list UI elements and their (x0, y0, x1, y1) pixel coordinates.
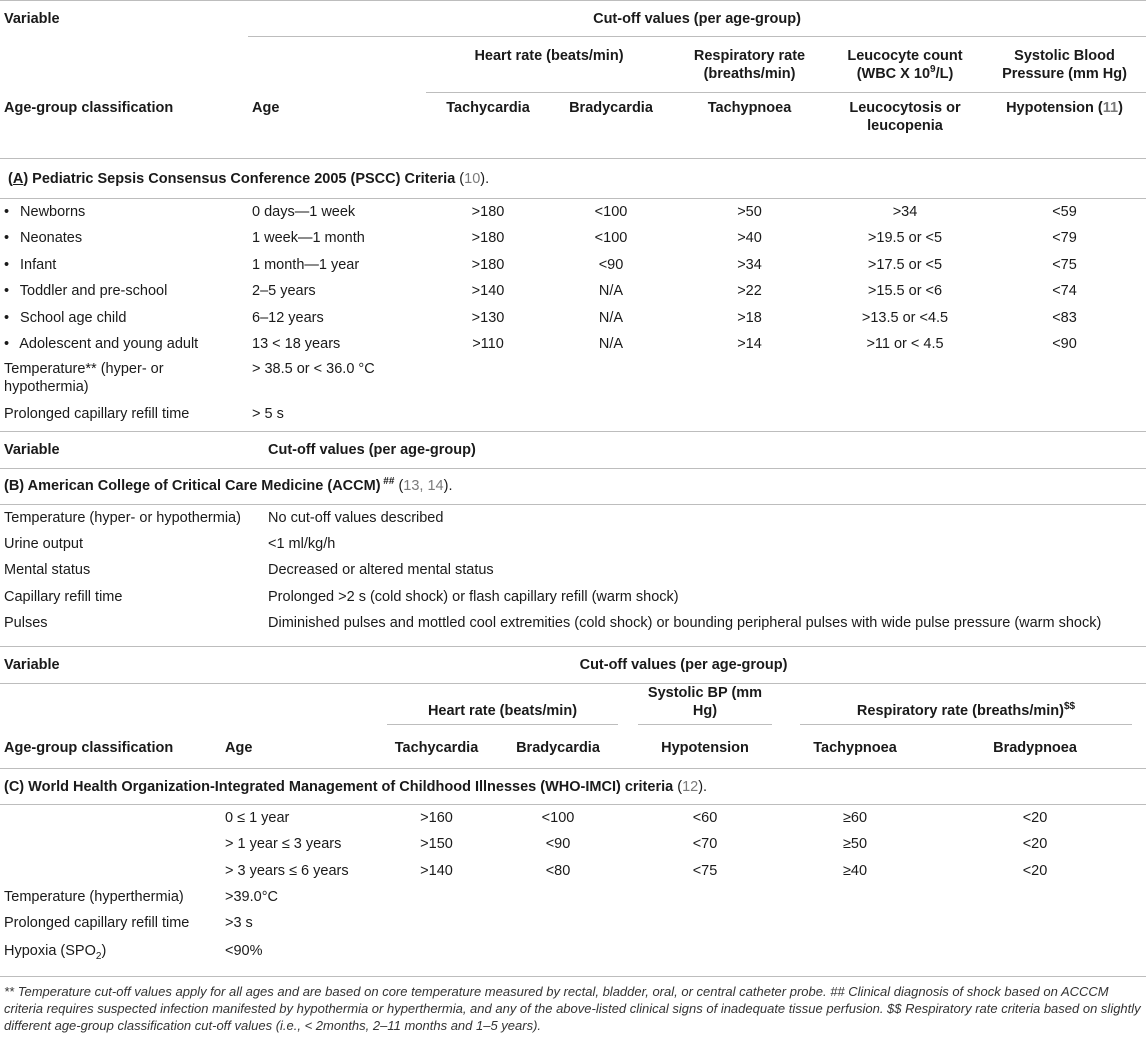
leucocyte-cell: >13.5 or <4.5 (861, 309, 949, 326)
leucocyte-cell: >15.5 or <6 (867, 283, 943, 300)
bradycardia-cell: N/A (598, 336, 624, 353)
hypotension-cell: <60 (692, 810, 718, 826)
age-cell: 0 days—1 week (252, 204, 356, 220)
variable-header: Variable (0, 432, 264, 468)
crt-value: >3 s (225, 915, 253, 931)
col-bradycardia: Bradycardia (516, 740, 600, 757)
bradycardia-cell: <90 (598, 256, 624, 273)
age-cell: > 3 years ≤ 6 years (225, 862, 349, 879)
col-leucocytosis: Leucocytosis or leucopenia (849, 100, 961, 134)
ref-link[interactable]: 10 (464, 170, 481, 187)
tachycardia-cell: >180 (471, 230, 505, 247)
cutoff-cell: <1 ml/kg/h (268, 535, 336, 552)
col-tachypnoea: Tachypnoea (813, 740, 897, 757)
col-age-group: Age-group classification (4, 99, 174, 116)
tachypnoea-cell: >40 (737, 230, 762, 247)
bullet: • (4, 283, 10, 300)
hypotension-cell: <75 (1052, 256, 1077, 273)
variable-header: Variable (0, 647, 221, 683)
table-row (0, 584, 1146, 611)
sbp-group-header: Systolic Blood Pressure (mm Hg) (983, 37, 1146, 93)
bradypnoea-cell: <20 (1022, 836, 1048, 853)
table-b (0, 432, 1146, 647)
col-age: Age (225, 740, 253, 757)
cutoff-header: Cut-off values (per age-group) (248, 1, 1146, 37)
age-group-cell: • School age child (4, 309, 127, 326)
tachycardia-cell: >140 (420, 862, 453, 879)
leucocyte-cell: >34 (892, 204, 918, 220)
respiratory-rate-group-header: Respiratory rate (breaths/min)$$ (786, 683, 1146, 729)
table-row (0, 610, 1146, 637)
hypotension-cell: <79 (1052, 230, 1077, 247)
crt-label: Prolonged capillary refill time (4, 915, 190, 931)
hypotension-cell: <90 (1052, 336, 1077, 353)
variable-header: Variable (4, 10, 60, 27)
col-tachycardia: Tachycardia (394, 740, 479, 757)
table-row (0, 278, 1146, 305)
col-age: Age (252, 99, 280, 116)
bullet: • (4, 204, 10, 220)
tachypnoea-cell: >22 (737, 283, 762, 300)
variable-cell: Temperature (hyper- or hypothermia) (4, 509, 241, 526)
variable-cell: Pulses (4, 615, 48, 632)
table-row (0, 305, 1146, 332)
section-b-title: (B) American College of Critical Care Medicine (ACCM) ## (13, 14). (4, 476, 453, 494)
tachycardia-cell: >150 (420, 836, 453, 853)
age-group-cell (0, 805, 221, 832)
bullet: • (4, 256, 10, 273)
table-c (0, 647, 1146, 966)
footnote: ** Temperature cut-off values apply for all ages and are based on core temperature measured by rectal, bladder, oral, or central catheter probe. ## Clinical diagnosis of shock based on ACCCM criteria requires suspected infection manifested by hypothermia or hyperthermia, and any of the above-listed clinical signs of inadequate tissue perfusion. $$ Respiratory rate criteria based on slightly different age-group classification cut-off values (i.e., < 2months, 2–11 months and 1–5 years). (0, 976, 1146, 1034)
cutoff-cell: Prolonged >2 s (cold shock) or flash capillary refill (warm shock) (268, 588, 679, 605)
temp-value: >39.0°C (225, 889, 278, 905)
col-hypotension: Hypotension (11) (1006, 100, 1123, 116)
hypoxia-value: <90% (225, 943, 263, 959)
age-group-cell: • Infant (4, 256, 57, 273)
hypotension-cell: <75 (692, 862, 718, 879)
bradycardia-cell: N/A (598, 309, 624, 326)
col-bradypnoea: Bradypnoea (993, 740, 1077, 757)
sbp-group-header: Systolic BP (mm Hg) (624, 683, 786, 729)
bullet: • (4, 336, 10, 353)
bradycardia-cell: <80 (545, 862, 571, 879)
heart-rate-group-header: Heart rate (beats/min) (381, 683, 624, 729)
age-cell: 6–12 years (252, 309, 324, 326)
col-hypotension: Hypotension (661, 740, 749, 757)
bradypnoea-cell: <20 (1022, 862, 1048, 879)
tachycardia-cell: >160 (420, 810, 453, 826)
leucocyte-cell: >19.5 or <5 (867, 230, 943, 247)
hypoxia-label: Hypoxia $(SPO_2)$ (4, 943, 107, 962)
table-row (0, 858, 1146, 885)
table-a (0, 0, 1146, 432)
leucocyte-cell: >11 or < 4.5 (866, 336, 944, 353)
tachycardia-cell: >180 (471, 204, 505, 220)
table-row (0, 225, 1146, 252)
variable-cell: Capillary refill time (4, 588, 123, 605)
section-c-title: (C) World Health Organization-Integrated Management of Childhood Illnesses (WHO-IMCI) criteria (12). (4, 778, 708, 795)
tachycardia-cell: >140 (471, 283, 505, 300)
hypotension-cell: <70 (692, 836, 718, 853)
tachycardia-cell: >180 (471, 256, 505, 273)
table-row (0, 805, 1146, 832)
cutoff-header: Cut-off values (per age-group) (264, 432, 1146, 468)
bradycardia-cell: N/A (598, 283, 624, 300)
col-age-group: Age-group classification (4, 740, 174, 757)
ref-link[interactable]: 12 (682, 778, 699, 795)
age-group-cell: • Newborns (4, 204, 86, 220)
leucocyte-group-header: Leucocyte count (WBC X $10^9/L$) (827, 37, 983, 93)
temp-label: Temperature (hyperthermia) (4, 889, 184, 905)
table-row (0, 831, 1146, 858)
table-row (0, 252, 1146, 279)
hypotension-cell: <59 (1052, 204, 1077, 220)
variable-cell: Urine output (4, 535, 83, 552)
table-row (0, 531, 1146, 558)
age-group-cell (0, 831, 221, 858)
age-cell: 1 month—1 year (252, 256, 360, 273)
temp-value: > 38.5 or < 36.0 °C (252, 360, 375, 377)
tachypnoea-cell: ≥50 (842, 836, 868, 853)
leucocyte-cell: >17.5 or <5 (867, 256, 943, 273)
tachypnoea-cell: >18 (737, 309, 762, 326)
cutoff-cell: Decreased or altered mental status (268, 562, 494, 579)
cutoff-cell: No cut-off values described (268, 509, 444, 526)
bullet: • (4, 309, 10, 326)
bradycardia-cell: <90 (545, 836, 571, 853)
temp-label: Temperature** (hyper- or hypothermia) (4, 360, 164, 395)
crt-label: Prolonged capillary refill time (4, 406, 190, 423)
col-bradycardia: Bradycardia (569, 100, 653, 116)
hypotension-cell: <83 (1052, 309, 1077, 326)
age-group-cell: • Neonates (4, 230, 83, 247)
hypotension-cell: <74 (1052, 283, 1077, 300)
table-row (0, 331, 1146, 358)
heart-rate-group-header: Heart rate (beats/min) (426, 37, 672, 93)
bradycardia-cell: <100 (594, 204, 628, 220)
age-cell: 1 week—1 month (252, 230, 365, 247)
cutoff-header: Cut-off values (per age-group) (221, 647, 1146, 683)
age-group-cell: • Toddler and pre-school (4, 283, 168, 300)
age-cell: 13 < 18 years (252, 336, 341, 353)
tachypnoea-cell: >14 (737, 336, 762, 353)
tachypnoea-cell: ≥40 (842, 862, 868, 879)
tachypnoea-cell: ≥60 (842, 810, 868, 826)
ref-link[interactable]: 13, 14 (403, 478, 444, 494)
table-row (0, 557, 1146, 584)
col-tachypnoea: Tachypnoea (707, 100, 792, 116)
tachypnoea-cell: >34 (737, 256, 762, 273)
col-tachycardia: Tachycardia (446, 100, 530, 116)
age-cell: > 1 year ≤ 3 years (225, 836, 342, 853)
bradycardia-cell: <100 (594, 230, 628, 247)
tachycardia-cell: >110 (472, 336, 504, 353)
cutoff-cell: Diminished pulses and mottled cool extremities (cold shock) or bounding peripheral pulses with wide pulse pressure (warm shock) (268, 615, 1102, 632)
age-cell: 0 ≤ 1 year (225, 810, 290, 826)
age-group-cell: • Adolescent and young adult (4, 336, 199, 353)
crt-value: > 5 s (252, 406, 284, 423)
age-cell: 2–5 years (252, 283, 316, 300)
tachycardia-cell: >130 (471, 309, 505, 326)
tachypnoea-cell: >50 (737, 204, 762, 220)
section-a-title: (A) Pediatric Sepsis Consensus Conference 2005 (PSCC) Criteria (10). (0, 159, 1146, 199)
bradycardia-cell: <100 (541, 810, 575, 826)
age-group-cell (0, 858, 221, 885)
bullet: • (4, 230, 10, 247)
table-row (0, 504, 1146, 531)
table-row (0, 199, 1146, 226)
respiratory-rate-group-header: Respiratory rate (breaths/min) (672, 37, 827, 93)
variable-cell: Mental status (4, 562, 91, 579)
bradypnoea-cell: <20 (1022, 810, 1048, 826)
